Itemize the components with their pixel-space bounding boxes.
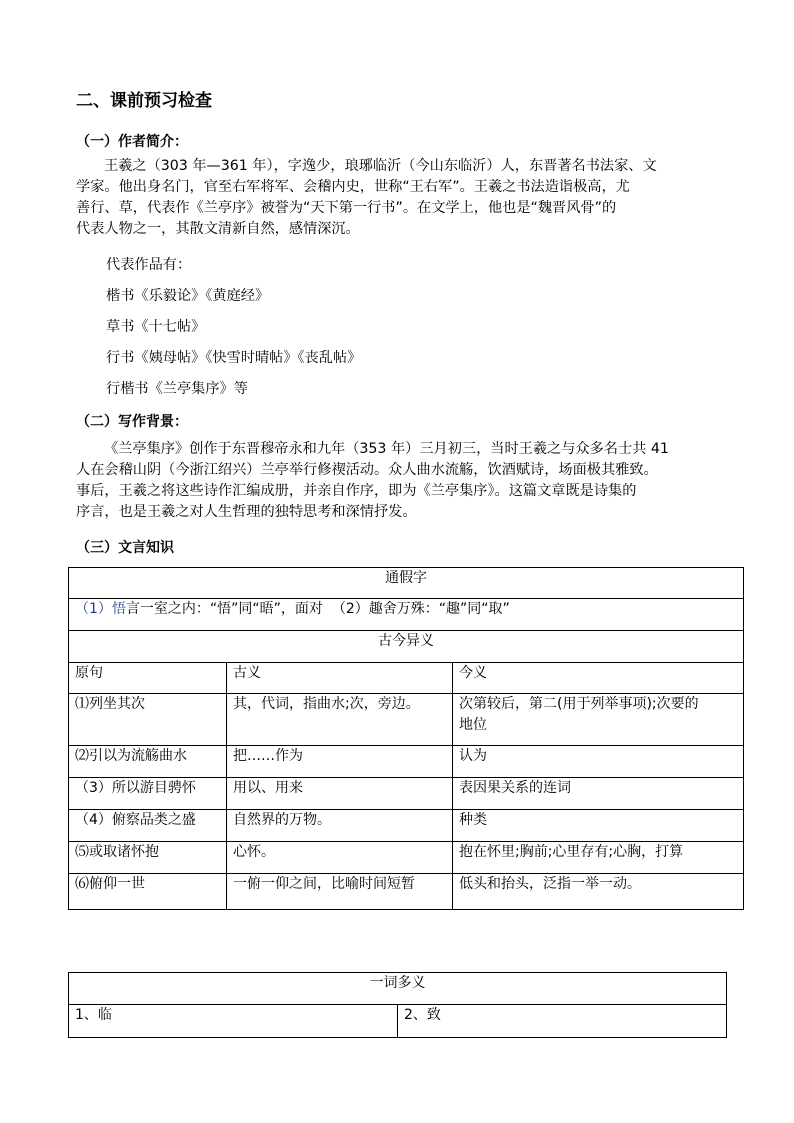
background-line: 《兰亭集序》创作于东晋穆帝永和九年（353 年）三月初三，当时王羲之与众多名士共 41 (104, 441, 669, 457)
cell-ancient-meaning: 把……作为 (227, 746, 453, 778)
background-line: 序言，也是王羲之对人生哲理的独特思考和深情抒发。 (76, 504, 417, 520)
table-header-row (69, 663, 744, 694)
classical-knowledge-table (68, 567, 744, 910)
works-item: 草书《十七帖》 (106, 319, 206, 335)
works-item: 楷书《乐毅论》《黄庭经》 (106, 288, 270, 304)
background-paragraph (76, 439, 716, 523)
cell-original: ⑸或取诸怀抱 (69, 842, 227, 874)
cell-ancient-meaning: 一俯一仰之间，比喻时间短暂 (227, 874, 453, 910)
cell-original: ⑵引以为流觞曲水 (69, 746, 227, 778)
background-heading: （二）写作背景： (76, 414, 188, 430)
column-header: 原句 (69, 663, 227, 694)
table-row (69, 1005, 727, 1038)
column-header: 今义 (453, 663, 744, 694)
cell-ancient-meaning: 心怀。 (227, 842, 453, 874)
author-line: 学家。他出身名门，官至右军将军、会稽内史，世称“王右军”。王羲之书法造诣极高，尤 (76, 179, 630, 195)
author-line: 善行、草，代表作《兰亭序》被誉为“天下第一行书”。在文学上，他也是“魏晋风骨”的 (76, 200, 617, 216)
table-row (69, 694, 744, 746)
tongjia-title: 通假字 (69, 568, 744, 599)
table-row (69, 842, 744, 874)
cell-modern-meaning (453, 694, 744, 746)
cell-ancient-meaning: 其，代词，指曲水;次，旁边。 (227, 694, 453, 746)
tongjia-item1-word: 悟 (111, 601, 126, 617)
author-paragraph (76, 156, 716, 240)
cell-modern-meaning: 认为 (453, 746, 744, 778)
cell-ancient-meaning: 自然界的万物。 (227, 810, 453, 842)
cell-modern-meaning: 种类 (453, 810, 744, 842)
tongjia-item1-rest: 言一室之内：“悟”同“晤”，面对 (125, 601, 323, 617)
author-heading: （一）作者简介： (76, 134, 188, 150)
cell-original: ⑹俯仰一世 (69, 874, 227, 910)
cell-ancient-meaning: 用以、用来 (227, 778, 453, 810)
table-row (69, 810, 744, 842)
modern-meaning-line: 次第较后，第二(用于列举事项);次要的 (459, 696, 699, 712)
cell-original: ⑴列坐其次 (69, 694, 227, 746)
works-item: 行书《姨母帖》《快雪时晴帖》《丧乱帖》 (106, 350, 362, 366)
modern-meaning-line: 地位 (459, 717, 487, 733)
polysemy-cell: 1、临 (69, 1005, 398, 1038)
table-row (69, 874, 744, 910)
cell-modern-meaning: 低头和抬头，泛指一举一动。 (453, 874, 744, 910)
tongjia-item2: （2）趣舍万殊：“趣”同“取” (331, 601, 510, 617)
background-line: 事后，王羲之将这些诗作汇编成册，并亲自作序，即为《兰亭集序》。这篇文章既是诗集的 (76, 483, 637, 499)
polysemy-table (68, 972, 727, 1038)
column-header: 古义 (227, 663, 453, 694)
section-title: 二、课前预习检查 (76, 91, 212, 111)
classical-heading: （三）文言知识 (76, 540, 174, 556)
table-row (69, 778, 744, 810)
polysemy-title: 一词多义 (69, 973, 727, 1005)
works-item: 行楷书《兰亭集序》等 (106, 381, 248, 397)
author-line: 代表人物之一，其散文清新自然，感情深沉。 (76, 221, 360, 237)
cell-original: （3）所以游目骋怀 (69, 778, 227, 810)
tongjia-item1-num: （1） (75, 601, 112, 617)
cell-modern-meaning: 抱在怀里;胸前;心里存有;心胸，打算 (453, 842, 744, 874)
gujin-title: 古今异义 (69, 631, 744, 663)
polysemy-cell: 2、致 (398, 1005, 727, 1038)
tongjia-items (69, 599, 744, 631)
cell-modern-meaning: 表因果关系的连词 (453, 778, 744, 810)
author-line: 王羲之（303 年—361 年），字逸少，琅琊临沂（今山东临沂）人，东晋著名书法家、文 (104, 158, 657, 174)
table-row (69, 746, 744, 778)
background-line: 人在会稽山阴（今浙江绍兴）兰亭举行修禊活动。众人曲水流觞，饮酒赋诗，场面极其雅致。 (76, 462, 658, 478)
works-label: 代表作品有： (106, 257, 192, 273)
cell-original: （4）俯察品类之盛 (69, 810, 227, 842)
